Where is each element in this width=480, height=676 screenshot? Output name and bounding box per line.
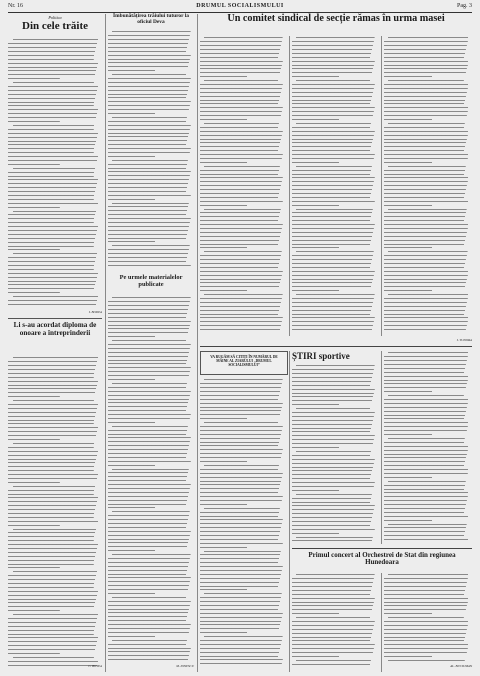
page-number-right: Pag. 3 bbox=[457, 3, 472, 9]
col1b-signature: C. BOTEA bbox=[88, 664, 102, 668]
concert-signature: AL. BUCIUMAN bbox=[450, 664, 472, 668]
page-header bbox=[8, 2, 472, 13]
sports-body bbox=[292, 364, 378, 544]
main-body-col-c bbox=[384, 36, 472, 336]
notice-box bbox=[200, 351, 288, 375]
main-headline: Un comitet sindical de secție rămas în urma masei bbox=[227, 13, 445, 24]
main-signature: I. TUDORA bbox=[456, 338, 472, 342]
concert-body-a bbox=[292, 573, 378, 668]
column-rule bbox=[381, 573, 382, 672]
column-rule bbox=[197, 14, 198, 672]
sports-headline: ȘTIRI sportive bbox=[292, 351, 350, 361]
col1b-article-body bbox=[8, 356, 102, 668]
col2-followup-body bbox=[108, 296, 194, 666]
lower-left-body bbox=[200, 378, 286, 668]
newspaper-title: DRUMUL SOCIALISMULUI bbox=[196, 3, 284, 9]
page-number-left: Nr. 16 bbox=[8, 3, 23, 9]
main-body-col-b bbox=[292, 36, 378, 336]
column-rule bbox=[381, 36, 382, 336]
col2-signature: M. IONESCU bbox=[176, 664, 194, 668]
concert-headline: Primul concert al Orchestrei de Stat din regiunea Hunedoara bbox=[308, 551, 456, 567]
col1-article-body bbox=[8, 38, 102, 308]
col1-headline: Din cele trăite bbox=[22, 20, 88, 32]
col1b-headline: Li s-au acordat diploma de onoare a întreprinderii bbox=[13, 321, 97, 337]
concert-divider bbox=[292, 548, 472, 549]
notice-caption: VA RUGĂM SĂ CITIȚI ÎN NUMĂRUL DE MÂINE AL ZIARULUI „DRUMUL SOCIALISMULUI” bbox=[210, 355, 278, 368]
main-body-col-a bbox=[200, 36, 286, 336]
col2-article-body bbox=[108, 30, 194, 270]
section-divider bbox=[200, 346, 472, 347]
col1-divider bbox=[8, 318, 102, 319]
col1-kicker: Politica bbox=[48, 15, 62, 20]
col2-subheadline: Pe urmele materialelor publicate bbox=[119, 274, 183, 288]
col2-headline: Îmbunătățirea trăiului tuturor la oficiul Deva bbox=[113, 13, 189, 25]
column-rule bbox=[289, 351, 290, 672]
column-rule bbox=[381, 351, 382, 544]
column-rule bbox=[105, 14, 106, 672]
col1-signature: I. BODEA bbox=[88, 310, 102, 314]
column-rule bbox=[289, 36, 290, 336]
right-continued-body bbox=[384, 351, 472, 544]
concert-body-b bbox=[384, 573, 472, 663]
